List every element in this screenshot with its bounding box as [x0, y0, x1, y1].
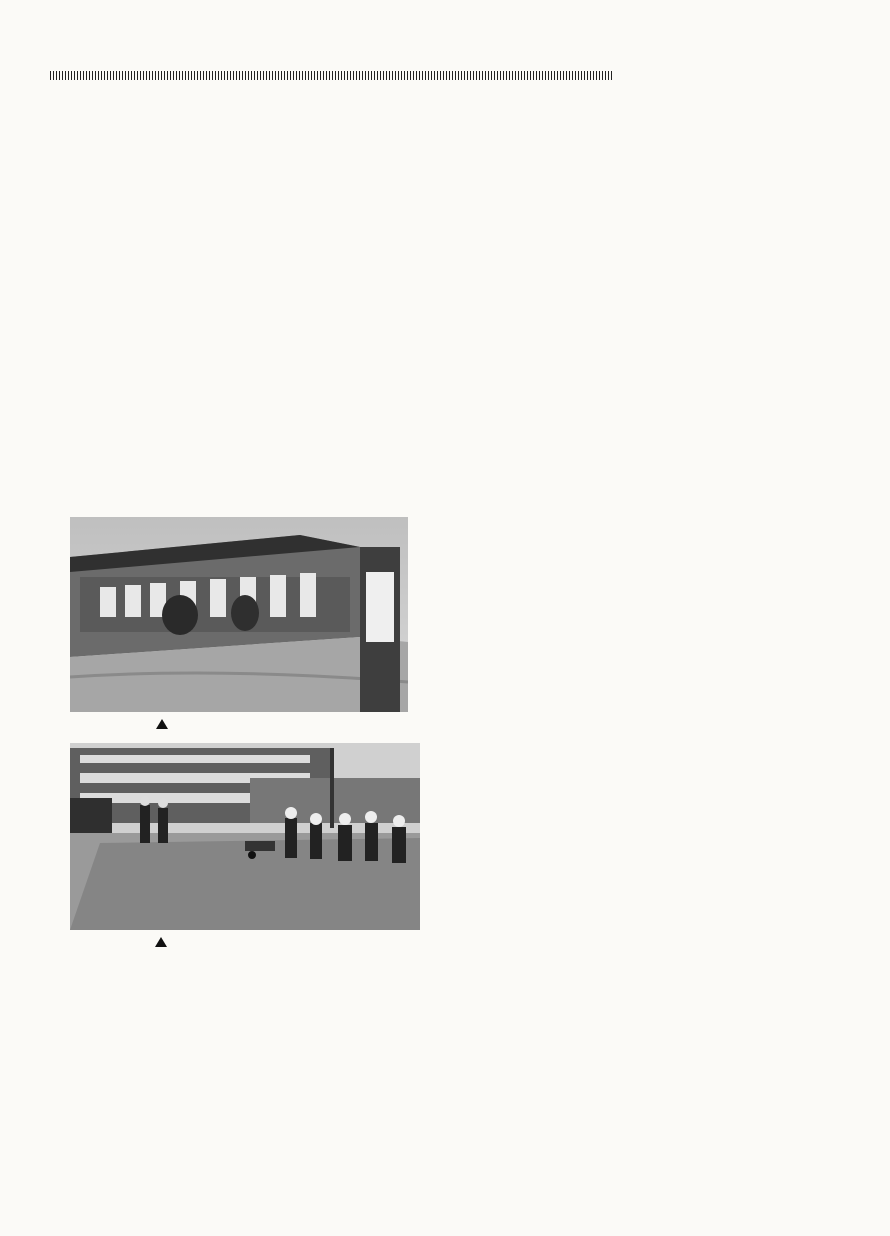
- text-block-bottom-right: [440, 738, 840, 1008]
- article-title-main: [710, 108, 788, 488]
- header-rule: [50, 71, 612, 80]
- nursery-photo: [70, 517, 408, 712]
- hospital-photo: [70, 743, 420, 930]
- text-block-bottom-left: [150, 1030, 775, 1220]
- nursery-photo-image: [70, 517, 408, 712]
- nursery-photo-caption: [156, 716, 172, 732]
- hospital-photo-image: [70, 743, 420, 930]
- hospital-photo-caption: [155, 934, 171, 950]
- article-title-kessan: [782, 372, 834, 512]
- text-block-top: [150, 92, 702, 462]
- school-heading: [807, 1040, 829, 1220]
- text-block-middle-right: [660, 530, 840, 720]
- pool-heading: [781, 1052, 803, 1212]
- caption-triangle-icon: [155, 937, 167, 947]
- caption-triangle-icon: [156, 719, 168, 729]
